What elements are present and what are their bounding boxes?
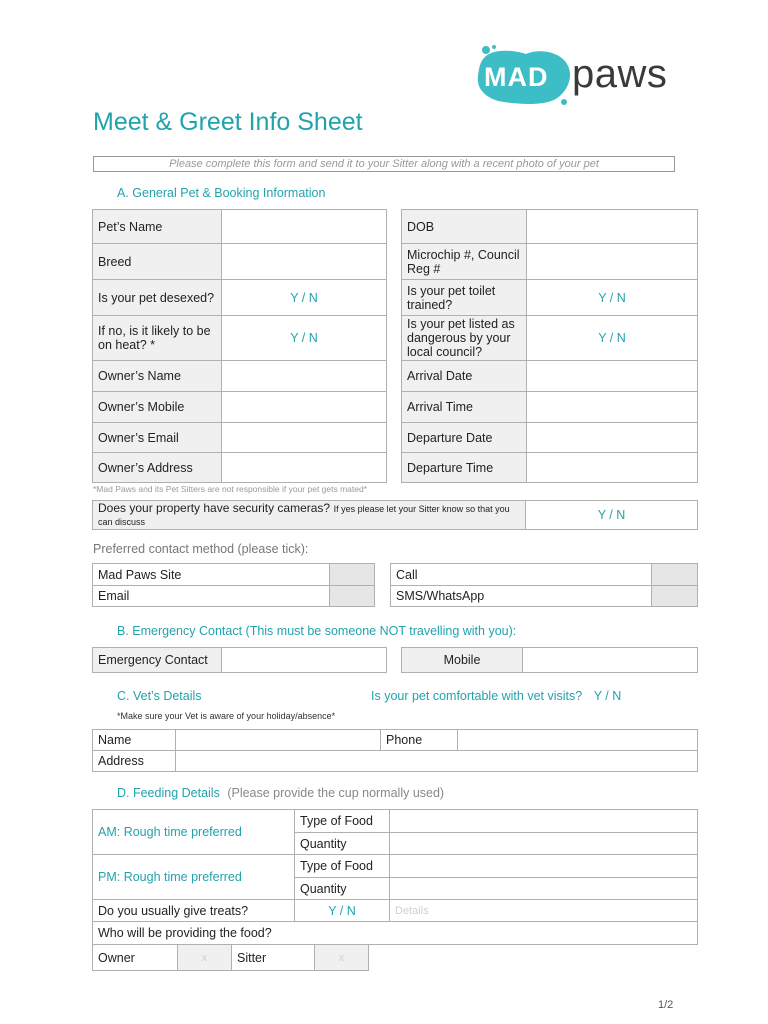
section-d-subheading: (Please provide the cup normally used) (227, 786, 445, 800)
emergency-contact-field[interactable] (222, 648, 387, 673)
contact-email-label: Email (93, 586, 330, 607)
owners-mobile-field[interactable] (222, 392, 387, 423)
contact-method-left-table (92, 563, 375, 607)
am-time-label: AM: Rough time preferred (93, 810, 295, 855)
vet-address-field[interactable] (176, 751, 698, 772)
owner-x-mark: x (201, 952, 208, 964)
on-heat-field[interactable]: Y / N (222, 316, 387, 361)
feeding-table (92, 809, 698, 945)
contact-sms-checkbox[interactable] (652, 586, 698, 607)
toilet-trained-label: Is your pet toilet trained? (402, 280, 527, 316)
breed-label: Breed (93, 244, 222, 280)
owners-email-label: Owner’s Email (93, 423, 222, 453)
departure-time-label: Departure Time (402, 453, 527, 483)
pm-quantity-label: Quantity (295, 878, 390, 900)
pm-time-label: PM: Rough time preferred (93, 855, 295, 900)
am-quantity-field[interactable] (390, 833, 698, 855)
owners-address-field[interactable] (222, 453, 387, 483)
sitter-label: Sitter (232, 945, 315, 971)
logo-paws-text: paws (572, 52, 668, 96)
mating-footnote: *Mad Paws and its Pet Sitters are not responsible if your pet gets mated* (93, 484, 368, 494)
emergency-mobile-table (401, 647, 698, 673)
food-provider-question: Who will be providing the food? (93, 922, 698, 945)
owners-name-label: Owner’s Name (93, 361, 222, 392)
breed-field[interactable] (222, 244, 387, 280)
arrival-time-label: Arrival Time (402, 392, 527, 423)
emergency-mobile-field[interactable] (523, 648, 698, 673)
contact-method-heading: Preferred contact method (please tick): (93, 542, 309, 556)
dangerous-field[interactable]: Y / N (527, 316, 698, 361)
treats-details-placeholder: Details (395, 905, 429, 917)
pm-type-field[interactable] (390, 855, 698, 878)
security-cameras-field[interactable]: Y / N (526, 501, 698, 530)
vet-phone-field[interactable] (458, 730, 698, 751)
vet-name-label: Name (93, 730, 176, 751)
toilet-trained-field[interactable]: Y / N (527, 280, 698, 316)
security-cameras-question: Does your property have security cameras? (98, 501, 331, 515)
emergency-mobile-label: Mobile (402, 648, 523, 673)
departure-date-label: Departure Date (402, 423, 527, 453)
microchip-label: Microchip #, Council Reg # (402, 244, 527, 280)
contact-sms-label: SMS/WhatsApp (391, 586, 652, 607)
owners-email-field[interactable] (222, 423, 387, 453)
security-cameras-label (93, 501, 526, 530)
pets-name-label: Pet’s Name (93, 210, 222, 244)
departure-time-field[interactable] (527, 453, 698, 483)
vet-comfort-question (371, 689, 621, 703)
contact-mad-paws-site-checkbox[interactable] (330, 564, 375, 586)
section-c-heading: C. Vet’s Details (117, 689, 202, 703)
pet-info-table (92, 209, 387, 483)
contact-email-checkbox[interactable] (330, 586, 375, 607)
instruction-box (93, 156, 675, 172)
desexed-label: Is your pet desexed? (93, 280, 222, 316)
treats-question: Do you usually give treats? (93, 900, 295, 922)
instruction-text: Please complete this form and send it to your Sitter along with a recent photo of your pet (169, 158, 599, 170)
on-heat-label: If no, is it likely to be on heat? * (93, 316, 222, 361)
pets-name-field[interactable] (222, 210, 387, 244)
security-cameras-note: If yes please let your Sitter know so that you can discuss (98, 504, 510, 527)
vet-comfort-text: Is your pet comfortable with vet visits? (371, 689, 583, 703)
arrival-time-field[interactable] (527, 392, 698, 423)
desexed-field[interactable]: Y / N (222, 280, 387, 316)
arrival-date-field[interactable] (527, 361, 698, 392)
pm-quantity-field[interactable] (390, 878, 698, 900)
treats-field[interactable]: Y / N (295, 900, 390, 922)
owner-checkbox[interactable] (178, 945, 232, 971)
contact-call-label: Call (391, 564, 652, 586)
section-a-heading: A. General Pet & Booking Information (117, 186, 326, 200)
departure-date-field[interactable] (527, 423, 698, 453)
security-cameras-table (92, 500, 698, 530)
sitter-checkbox[interactable] (315, 945, 369, 971)
vet-details-table (92, 729, 698, 772)
dob-field[interactable] (527, 210, 698, 244)
vet-comfort-value[interactable]: Y / N (593, 689, 622, 703)
vet-note: *Make sure your Vet is aware of your holiday/absence* (117, 711, 336, 721)
am-type-label: Type of Food (295, 810, 390, 833)
am-quantity-label: Quantity (295, 833, 390, 855)
contact-call-checkbox[interactable] (652, 564, 698, 586)
am-type-field[interactable] (390, 810, 698, 833)
treats-details-field[interactable] (390, 900, 698, 922)
section-b-heading: B. Emergency Contact (This must be someone NOT travelling with you): (117, 624, 517, 638)
dangerous-label: Is your pet listed as dangerous by your local council? (402, 316, 527, 361)
section-d-heading: D. Feeding Details (117, 786, 220, 800)
arrival-date-label: Arrival Date (402, 361, 527, 392)
mad-paws-logo (474, 44, 679, 108)
vet-phone-label: Phone (381, 730, 458, 751)
owners-name-field[interactable] (222, 361, 387, 392)
section-d-heading-row (117, 786, 444, 800)
pm-type-label: Type of Food (295, 855, 390, 878)
page-title: Meet & Greet Info Sheet (93, 108, 363, 136)
vet-name-field[interactable] (176, 730, 381, 751)
microchip-field[interactable] (527, 244, 698, 280)
contact-method-right-table (390, 563, 698, 607)
page-number: 1/2 (658, 999, 674, 1011)
contact-mad-paws-site-label: Mad Paws Site (93, 564, 330, 586)
emergency-contact-label: Emergency Contact (93, 648, 222, 673)
owners-address-label: Owner’s Address (93, 453, 222, 483)
dob-label: DOB (402, 210, 527, 244)
sitter-x-mark: x (338, 952, 345, 964)
owner-label: Owner (93, 945, 178, 971)
booking-info-table (401, 209, 698, 483)
owners-mobile-label: Owner’s Mobile (93, 392, 222, 423)
logo-mad-text: MAD (484, 62, 549, 92)
emergency-contact-table (92, 647, 387, 673)
vet-address-label: Address (93, 751, 176, 772)
food-provider-table (92, 944, 369, 971)
